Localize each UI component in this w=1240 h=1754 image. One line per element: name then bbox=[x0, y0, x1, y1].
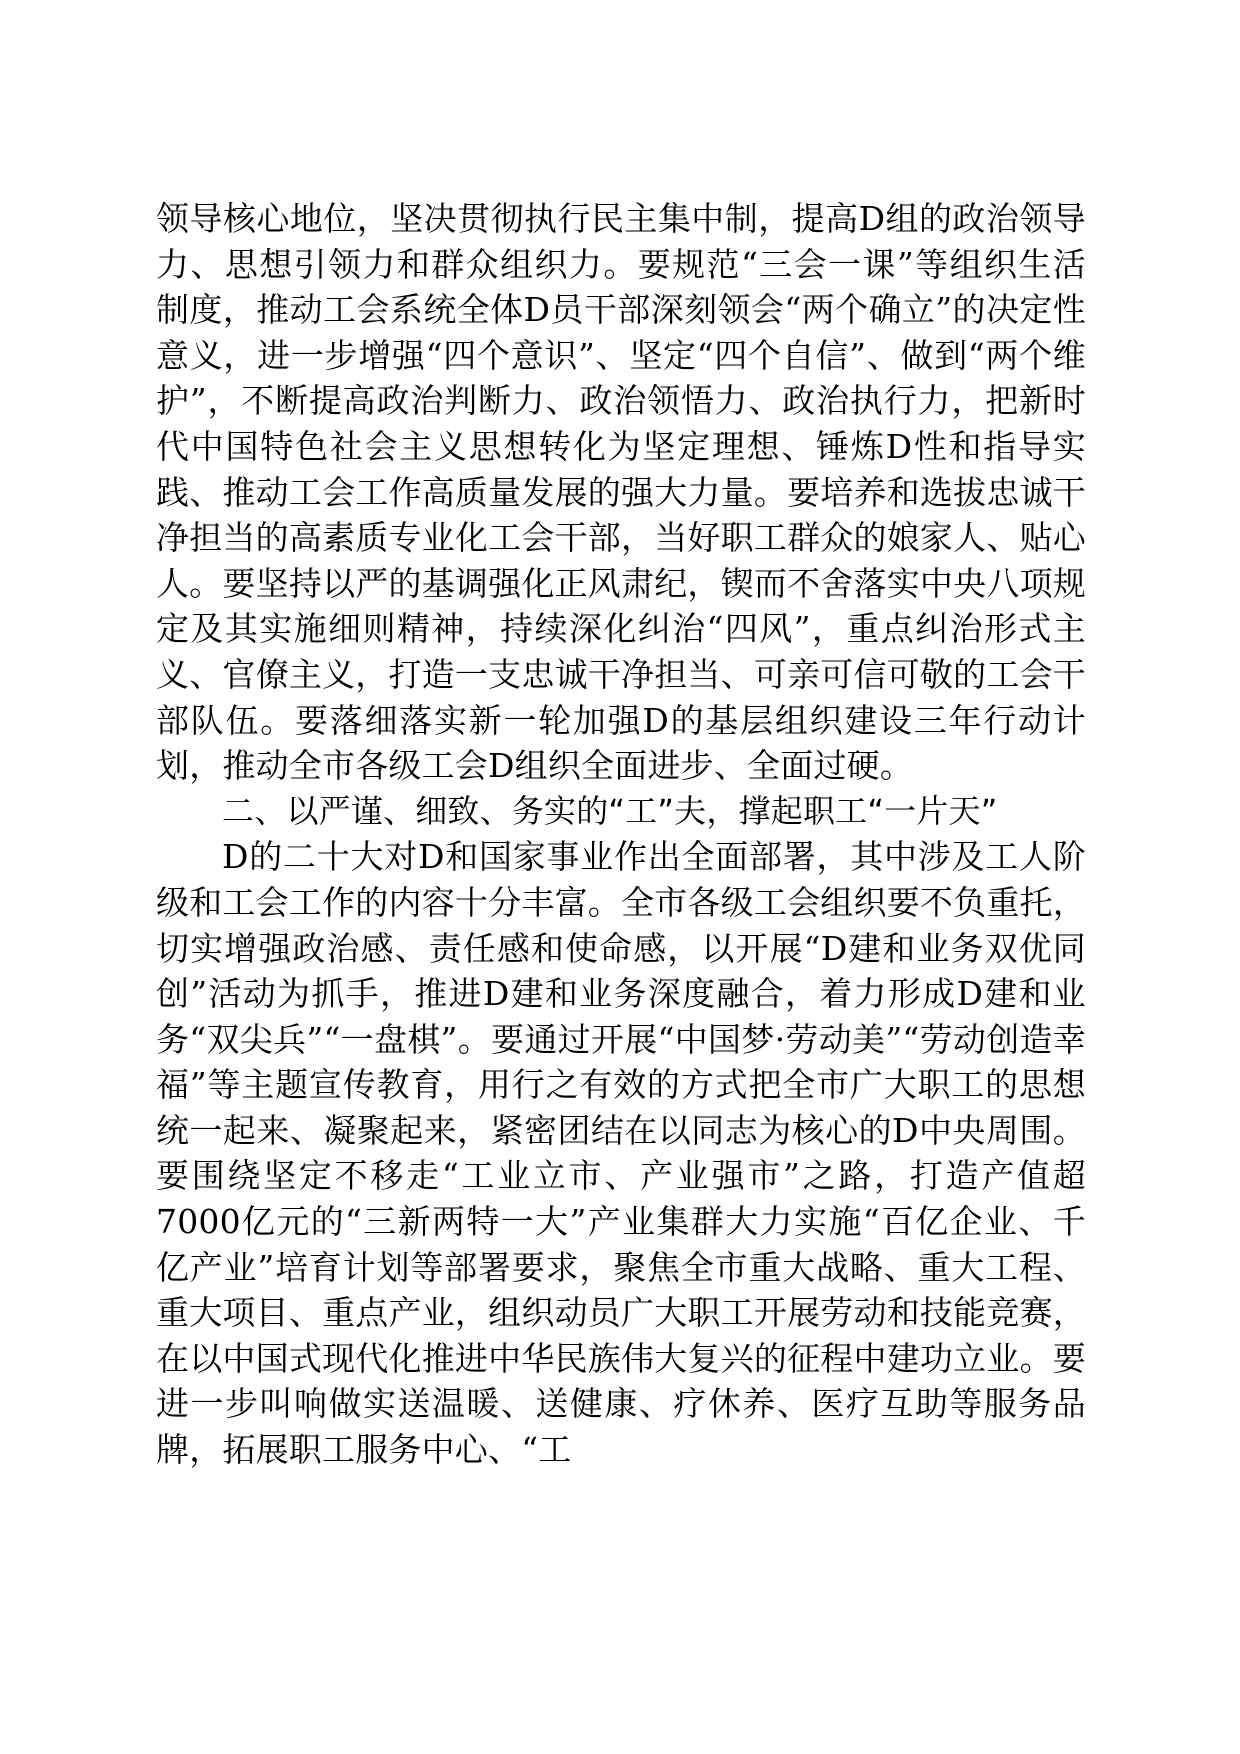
document-body bbox=[156, 196, 1086, 1473]
paragraph-continuation: 领导核心地位，坚决贯彻执行民主集中制，提高D组的政治领导力、思想引领力和群众组织力。要规范“三会一课”等组织生活制度，推动工会系统全体D员干部深刻领会“两个确立”的决定性意义，进一步增强“四个意识”、坚定“四个自信”、做到“两个维护”，不断提高政治判断力、政治领悟力、政治执行力，把新时代中国特色社会主义思想转化为坚定理想、锤炼D性和指导实践、推动工会工作高质量发展的强大力量。要培养和选拔忠诚干净担当的高素质专业化工会干部，当好职工群众的娘家人、贴心人。要坚持以严的基调强化正风肃纪，锲而不舍落实中央八项规定及其实施细则精神，持续深化纠治“四风”，重点纠治形式主义、官僚主义，打造一支忠诚干净担当、可亲可信可敬的工会干部队伍。要落细落实新一轮加强D的基层组织建设三年行动计划，推动全市各级工会D组织全面进步、全面过硬。 bbox=[156, 199, 1086, 786]
section-heading: 二、以严谨、细致、务实的“工”夫，撑起职工“一片天” bbox=[222, 791, 998, 830]
paragraph: D的二十大对D和国家事业作出全面部署，其中涉及工人阶级和工会工作的内容十分丰富。全市各级工会组织要不负重托，切实增强政治感、责任感和使命感，以开展“D建和业务双优同创”活动为抓手，推进D建和业务深度融合，着力形成D建和业务“双尖兵”“一盘棋”。要通过开展“中国梦·劳动美”“劳动创造幸福”等主题宣传教育，用行之有效的方式把全市广大职工的思想统一起来、凝聚起来，紧密团结在以同志为核心的D中央周围。要围绕坚定不移走“工业立市、产业强市”之路，打造产值超7000亿元的“三新两特一大”产业集群大力实施“百亿企业、千亿产业”培育计划等部署要求，聚焦全市重大战略、重大工程、重大项目、重点产业，组织动员广大职工开展劳动和技能竞赛，在以中国式现代化推进中华民族伟大复兴的征程中建功立业。要进一步叫响做实送温暖、送健康、疗休养、医疗互助等服务品牌，拓展职工服务中心、“工 bbox=[156, 837, 1086, 1470]
